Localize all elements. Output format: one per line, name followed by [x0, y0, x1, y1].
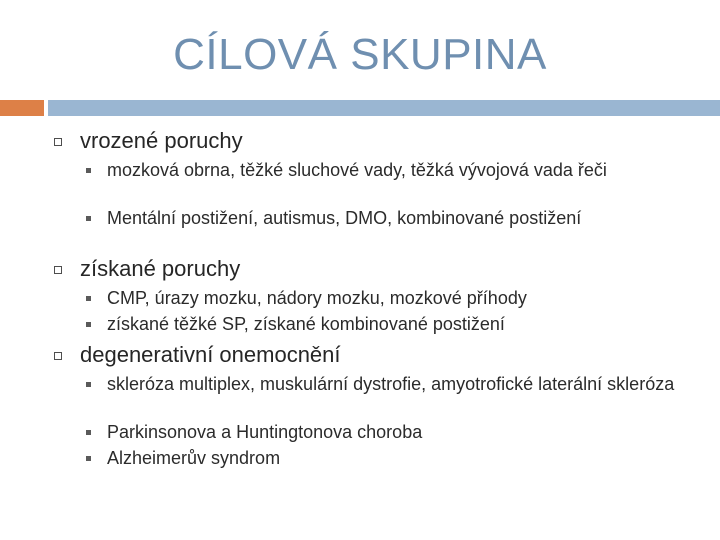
square-bullet-icon — [86, 456, 91, 461]
square-bullet-icon — [86, 216, 91, 221]
list-item — [86, 422, 707, 442]
box-bullet-icon — [54, 266, 62, 274]
list-item-text: Mentální postižení, autismus, DMO, kombinované postižení — [107, 208, 582, 228]
box-bullet-icon — [54, 138, 62, 146]
accent-bar — [0, 100, 44, 116]
list-item — [86, 288, 707, 308]
square-bullet-icon — [86, 322, 91, 327]
slide-title: CÍLOVÁ SKUPINA — [173, 30, 547, 79]
section-heading-label: degenerativní onemocnění — [80, 342, 341, 367]
section-heading — [54, 256, 240, 282]
list-item — [86, 160, 707, 180]
section-heading-label: získané poruchy — [80, 256, 241, 281]
title-rule-bar — [48, 100, 720, 116]
square-bullet-icon — [86, 168, 91, 173]
list-item — [86, 314, 707, 334]
section-heading-label: vrozené poruchy — [80, 128, 243, 153]
list-item-text: skleróza multiplex, muskulární dystrofie, amyotrofické laterální skleróza — [107, 374, 675, 394]
list-item-text: získané těžké SP, získané kombinované postižení — [107, 314, 505, 334]
square-bullet-icon — [86, 430, 91, 435]
section-heading — [54, 128, 243, 154]
list-item-text: Parkinsonova a Huntingtonova choroba — [107, 422, 423, 442]
list-item-text: CMP, úrazy mozku, nádory mozku, mozkové příhody — [107, 288, 527, 308]
list-item-text: mozková obrna, těžké sluchové vady, těžká vývojová vada řeči — [107, 160, 607, 180]
square-bullet-icon — [86, 296, 91, 301]
list-item-text: Alzheimerův syndrom — [107, 448, 281, 468]
section-heading — [54, 342, 341, 368]
list-item — [86, 374, 707, 394]
square-bullet-icon — [86, 382, 91, 387]
box-bullet-icon — [54, 352, 62, 360]
list-item — [86, 448, 707, 468]
list-item — [86, 208, 707, 228]
